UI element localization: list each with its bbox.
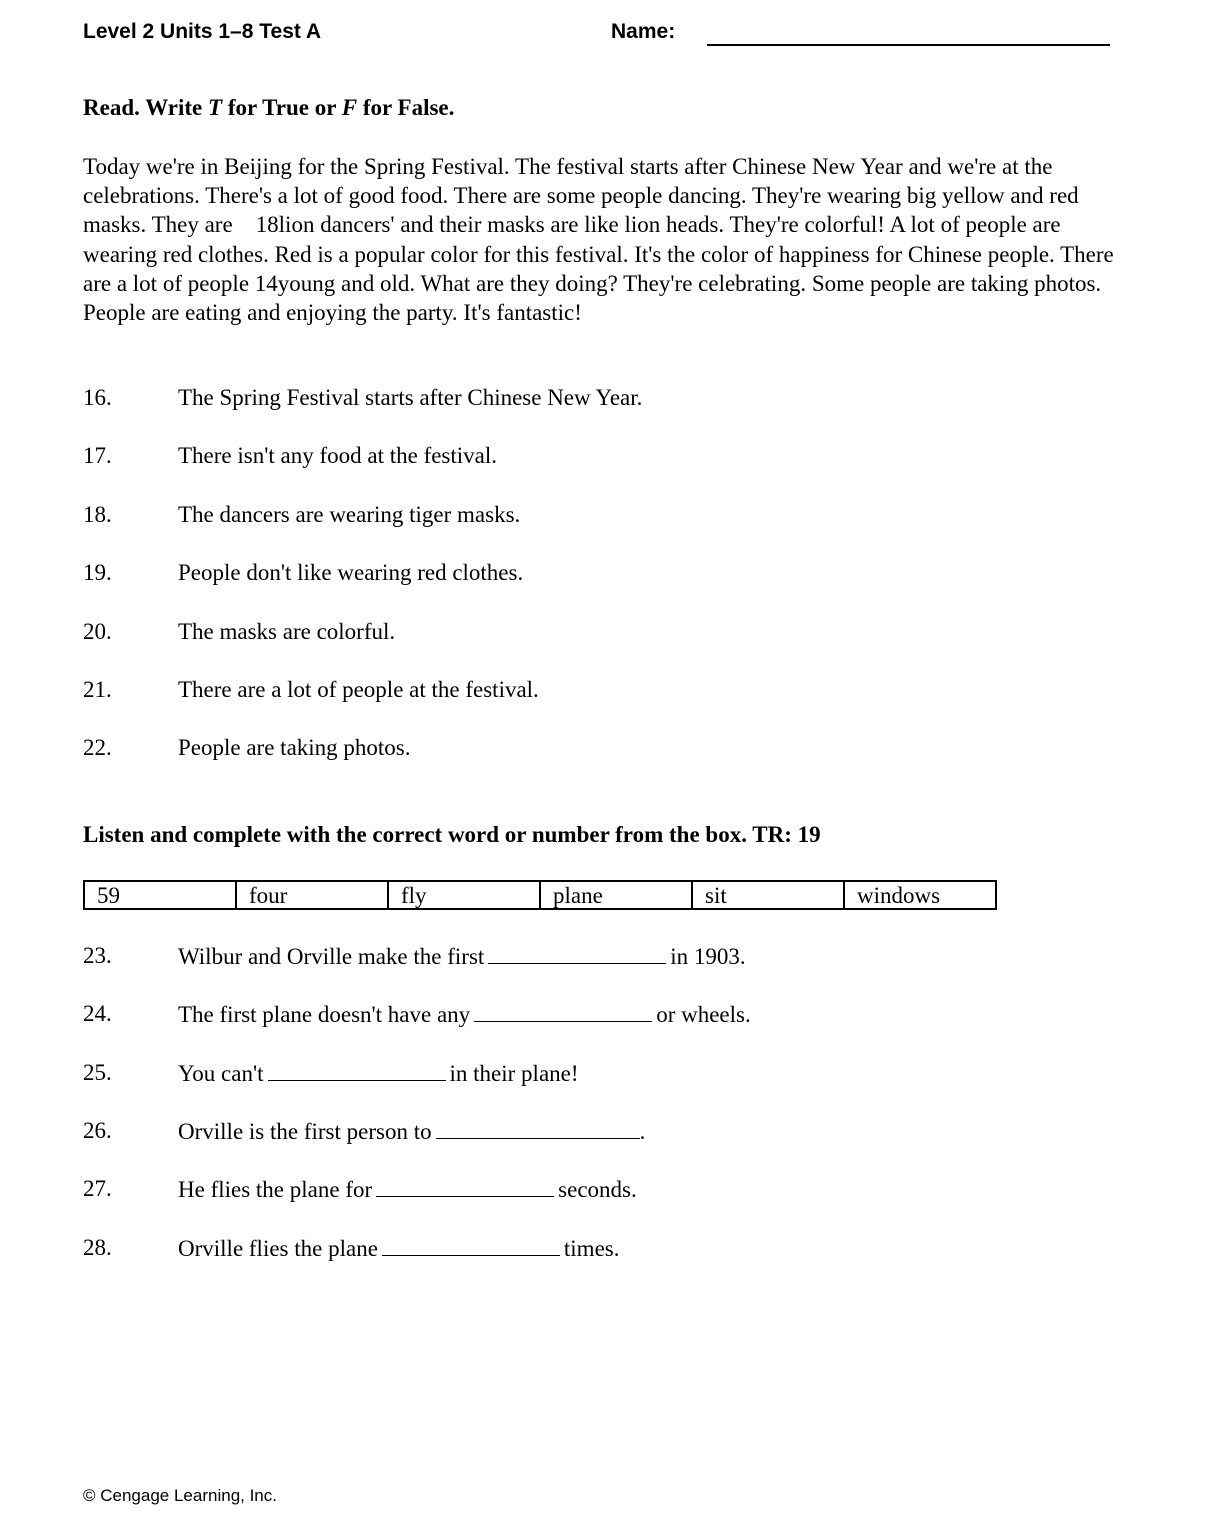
word-box-cell: sit: [693, 882, 845, 908]
question-number: 20.: [83, 619, 112, 644]
question-text-after: .: [639, 1119, 646, 1144]
answer-blank[interactable]: [474, 1001, 652, 1022]
question-number: 27.: [83, 1176, 112, 1201]
question-text: The dancers are wearing tiger masks.: [178, 502, 521, 527]
answer-blank[interactable]: [268, 1060, 446, 1081]
question-number: 18.: [83, 502, 112, 527]
question-number: 19.: [83, 560, 112, 585]
test-title: Level 2 Units 1–8 Test A: [83, 20, 322, 43]
question-text-before: The first plane doesn't have any: [178, 1002, 471, 1027]
question-text-before: Orville is the first person to: [178, 1119, 432, 1144]
word-box-cell: 59: [85, 882, 237, 908]
question-number: 24.: [83, 1001, 112, 1026]
word-box-cell: plane: [541, 882, 693, 908]
name-input-line[interactable]: [707, 44, 1110, 46]
question-number: 22.: [83, 735, 112, 760]
question-text-after: in 1903.: [670, 944, 746, 969]
word-box: [83, 880, 997, 910]
instruction-part: for False.: [357, 95, 455, 120]
answer-blank[interactable]: [436, 1118, 640, 1139]
copyright-footer: © Cengage Learning, Inc.: [83, 1486, 277, 1505]
question-number: 16.: [83, 385, 112, 410]
question-text-after: or wheels.: [656, 1002, 751, 1027]
answer-blank[interactable]: [488, 943, 666, 964]
question-text-before: Wilbur and Orville make the first: [178, 944, 485, 969]
reading-instruction: [83, 95, 454, 121]
question-text: There isn't any food at the festival.: [178, 443, 498, 468]
false-letter: F: [341, 95, 358, 120]
question-text-after: seconds.: [558, 1177, 637, 1202]
answer-blank[interactable]: [382, 1235, 560, 1256]
question-text-after: in their plane!: [449, 1061, 579, 1086]
question-text: There are a lot of people at the festival.: [178, 677, 539, 702]
question-text-before: He flies the plane for: [178, 1177, 373, 1202]
question-text-before: You can't: [178, 1061, 264, 1086]
word-box-cell: fly: [389, 882, 541, 908]
question-number: 28.: [83, 1235, 112, 1260]
question-text-after: times.: [563, 1236, 620, 1261]
question-text: People are taking photos.: [178, 735, 411, 760]
question-text: The Spring Festival starts after Chinese New Year.: [178, 385, 643, 410]
word-box-cell: four: [237, 882, 389, 908]
true-letter: T: [208, 95, 223, 120]
instruction-part: Read. Write: [83, 95, 208, 120]
answer-blank[interactable]: [376, 1176, 554, 1197]
question-number: 17.: [83, 443, 112, 468]
question-text: People don't like wearing red clothes.: [178, 560, 524, 585]
question-text-before: Orville flies the plane: [178, 1236, 378, 1261]
question-number: 23.: [83, 943, 112, 968]
question-number: 25.: [83, 1060, 112, 1085]
question-number: 21.: [83, 677, 112, 702]
reading-passage: Today we're in Beijing for the Spring Festival. The festival starts after Chinese New Year and we're at the celebrations. There's a lot of good food. There are some people dancing. They're wearing big yellow and red masks. They are 18lion dancers' and their masks are like lion heads. They're colorful! A lot of people are wearing red clothes. Red is a popular color for this festival. It's the color of happiness for Chinese people. There are a lot of people 14young and old. What are they doing? They're celebrating. Some people are taking photos. People are eating and enjoying the party. It's fantastic!: [83, 154, 1120, 326]
listening-instruction: Listen and complete with the correct word or number from the box. TR: 19: [83, 822, 821, 847]
name-label: Name:: [611, 20, 676, 43]
question-text: The masks are colorful.: [178, 619, 396, 644]
question-number: 26.: [83, 1118, 112, 1143]
word-box-cell: windows: [857, 883, 941, 908]
instruction-part: for True or: [222, 95, 342, 120]
